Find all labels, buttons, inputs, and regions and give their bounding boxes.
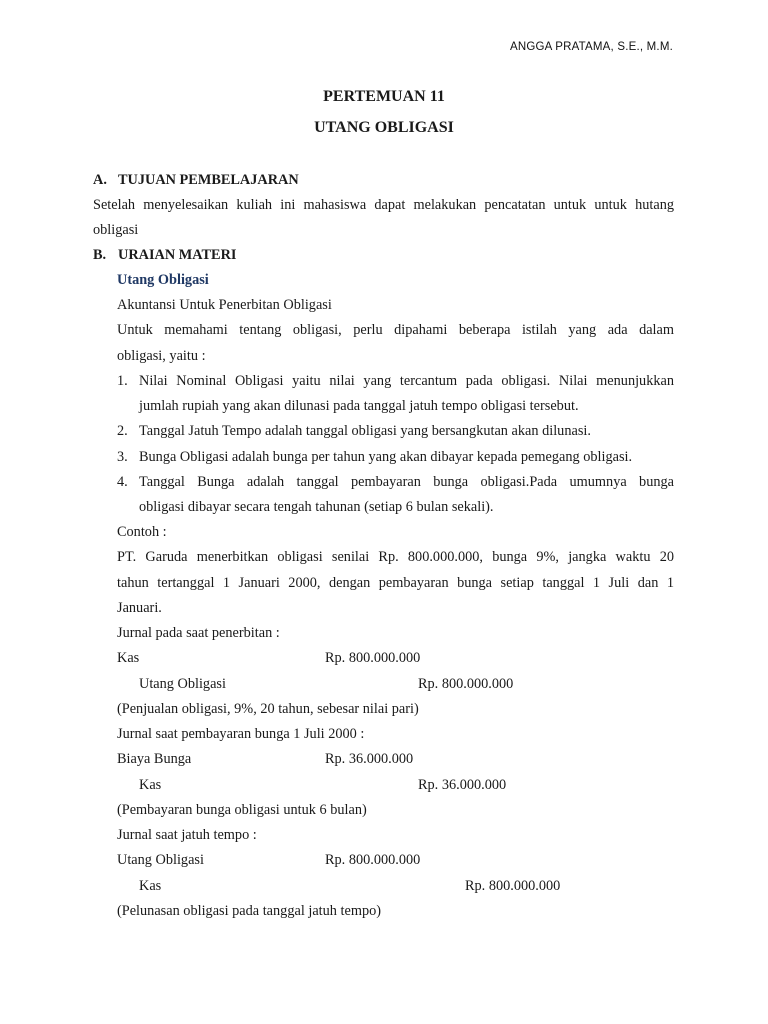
journal1-debit-account: Kas xyxy=(117,650,140,666)
journal3-label: Jurnal saat jatuh tempo : xyxy=(117,827,257,843)
section-a-marker: A. xyxy=(93,172,107,188)
list-item-2-line1: Tanggal Jatuh Tempo adalah tanggal obligasi yang bersangkutan akan dilunasi. xyxy=(139,423,591,439)
journal2-credit-amount: Rp. 36.000.000 xyxy=(418,777,507,793)
example-line2: tahun tertanggal 1 Januari 2000, dengan pembayaran bunga setiap tanggal 1 Juli dan 1 xyxy=(117,575,674,591)
list-item-1-line2: jumlah rupiah yang akan dilunasi pada tanggal jatuh tempo obligasi tersebut. xyxy=(139,398,579,414)
journal3-credit-account: Kas xyxy=(139,878,162,894)
example-label: Contoh : xyxy=(117,524,167,540)
example-line3: Januari. xyxy=(117,600,162,616)
list-item-3-line1: Bunga Obligasi adalah bunga per tahun yang akan dibayar kepada pemegang obligasi. xyxy=(139,449,633,465)
journal2-debit-account: Biaya Bunga xyxy=(117,751,192,767)
journal2-note: (Pembayaran bunga obligasi untuk 6 bulan) xyxy=(117,802,367,818)
journal1-debit-amount: Rp. 800.000.000 xyxy=(325,650,421,666)
section-b-marker: B. xyxy=(93,247,107,263)
list-item-1-number: 1. xyxy=(117,373,128,389)
intro-line1: Untuk memahami tentang obligasi, perlu dipahami beberapa istilah yang ada dalam xyxy=(117,322,674,338)
journal1-credit-amount: Rp. 800.000.000 xyxy=(418,676,514,692)
intro-line2: obligasi, yaitu : xyxy=(117,348,206,364)
journal3-credit-amount: Rp. 800.000.000 xyxy=(465,878,561,894)
journal2-debit-amount: Rp. 36.000.000 xyxy=(325,751,414,767)
journal3-note: (Pelunasan obligasi pada tanggal jatuh tempo) xyxy=(117,903,382,919)
section-a-text-line2: obligasi xyxy=(93,222,139,238)
list-item-4-line2: obligasi dibayar secara tengah tahunan (setiap 6 bulan sekali). xyxy=(139,499,494,515)
journal1-credit-account: Utang Obligasi xyxy=(139,676,226,692)
document-title-meeting: PERTEMUAN 11 xyxy=(323,88,445,105)
journal1-label: Jurnal pada saat penerbitan : xyxy=(117,625,280,641)
journal1-note: (Penjualan obligasi, 9%, 20 tahun, sebesar nilai pari) xyxy=(117,701,419,717)
section-a-heading: TUJUAN PEMBELAJARAN xyxy=(118,172,299,188)
list-item-4-number: 4. xyxy=(117,474,128,490)
section-a-text-line1: Setelah menyelesaikan kuliah ini mahasiswa dapat melakukan pencatatan untuk untuk hutang xyxy=(93,197,674,213)
journal3-debit-account: Utang Obligasi xyxy=(117,852,204,868)
journal2-credit-account: Kas xyxy=(139,777,162,793)
page-header-author: ANGGA PRATAMA, S.E., M.M. xyxy=(509,41,673,53)
list-item-4-line1: Tanggal Bunga adalah tanggal pembayaran bunga obligasi.Pada umumnya bunga xyxy=(139,474,674,490)
journal2-label: Jurnal saat pembayaran bunga 1 Juli 2000 : xyxy=(117,726,365,742)
list-item-1-line1: Nilai Nominal Obligasi yaitu nilai yang tercantum pada obligasi. Nilai menunjukkan xyxy=(139,373,674,389)
subheading-utang-obligasi: Utang Obligasi xyxy=(117,272,209,288)
example-line1: PT. Garuda menerbitkan obligasi senilai Rp. 800.000.000, bunga 9%, jangka waktu 20 xyxy=(117,549,674,565)
list-item-2-number: 2. xyxy=(117,423,128,439)
journal3-debit-amount: Rp. 800.000.000 xyxy=(325,852,421,868)
list-item-3-number: 3. xyxy=(117,449,128,465)
document-title-topic: UTANG OBLIGASI xyxy=(314,119,454,136)
section-b-heading: URAIAN MATERI xyxy=(118,247,237,263)
subtitle-akuntansi: Akuntansi Untuk Penerbitan Obligasi xyxy=(117,297,332,313)
